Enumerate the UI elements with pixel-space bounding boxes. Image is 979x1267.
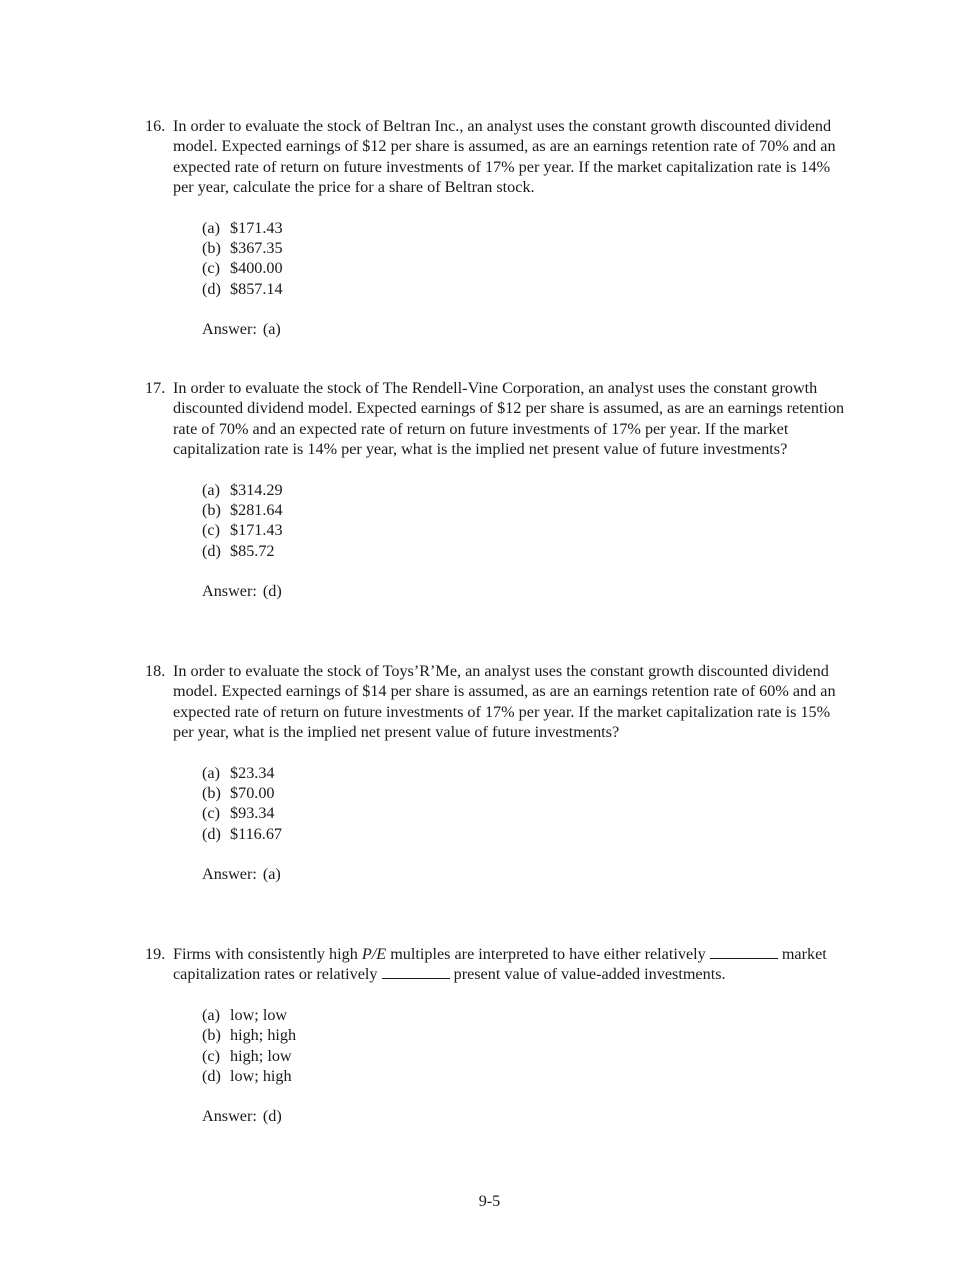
option-letter: (c) xyxy=(202,1046,220,1065)
question-19 xyxy=(145,944,845,1127)
option-letter: (d) xyxy=(202,824,221,843)
question-number: 16. xyxy=(145,117,166,135)
question-text xyxy=(173,944,845,985)
option-value: $116.67 xyxy=(230,824,283,843)
answer-line xyxy=(202,864,845,884)
answer-options xyxy=(202,1005,845,1087)
answer-label: Answer: xyxy=(202,1107,257,1126)
answer-options xyxy=(202,480,845,562)
option-value: $367.35 xyxy=(230,239,283,258)
answer-value: (d) xyxy=(262,582,282,601)
answer-value: (a) xyxy=(262,320,281,339)
option-value: $400.00 xyxy=(230,259,283,278)
answer-value: (a) xyxy=(262,865,281,884)
fill-in-blank-2 xyxy=(382,964,450,979)
question-text: In order to evaluate the stock of Beltran Inc., an analyst uses the constant growth discounted dividend model. Expected earnings of $12 per share is assumed, as are an earnings retention rate of 70% and an expected rate of return on future investments of 17% per year. If the market capitalization rate is 14% per year, calculate the price for a share of Beltran stock. xyxy=(173,117,836,197)
option-c xyxy=(202,1046,845,1066)
option-letter: (c) xyxy=(202,259,220,278)
option-d xyxy=(202,279,845,299)
answer-line xyxy=(202,319,845,339)
question-text-part: market capitalization rates or relatively xyxy=(173,945,827,984)
option-letter: (c) xyxy=(202,521,220,540)
option-c xyxy=(202,803,845,823)
question-number: 18. xyxy=(145,662,166,680)
option-value: $281.64 xyxy=(230,501,283,520)
option-value: high; low xyxy=(230,1046,292,1065)
option-value: $85.72 xyxy=(230,541,275,560)
answer-label: Answer: xyxy=(202,320,257,339)
question-text: In order to evaluate the stock of Toys’R’Me, an analyst uses the constant growth discounted dividend model. Expected earnings of $14 per share is assumed, as are an earnings retention rate of 60% and an expected rate of return on future investments of 17% per year. If the market capitalization rate is 15% per year, what is the implied net present value of future investments? xyxy=(173,662,836,742)
question-stem xyxy=(145,378,845,460)
option-letter: (a) xyxy=(202,480,220,499)
option-b xyxy=(202,783,845,803)
option-d xyxy=(202,824,845,844)
option-b xyxy=(202,238,845,258)
option-letter: (b) xyxy=(202,501,221,520)
option-letter: (b) xyxy=(202,784,221,803)
answer-options xyxy=(202,218,845,300)
option-letter: (d) xyxy=(202,279,221,298)
option-value: $171.43 xyxy=(230,521,283,540)
answer-options xyxy=(202,763,845,845)
option-b xyxy=(202,1025,845,1045)
answer-value: (d) xyxy=(262,1107,282,1126)
question-text-part: present value of value-added investments. xyxy=(449,965,726,984)
option-b xyxy=(202,500,845,520)
answer-label: Answer: xyxy=(202,865,257,884)
answer-line xyxy=(202,1106,845,1126)
option-value: low; low xyxy=(230,1005,288,1024)
fill-in-blank-1 xyxy=(710,944,778,959)
question-16 xyxy=(145,116,845,340)
option-letter: (b) xyxy=(202,1026,221,1045)
option-d xyxy=(202,1066,845,1086)
question-text: In order to evaluate the stock of The Rendell-Vine Corporation, an analyst uses the constant growth discounted dividend model. Expected earnings of $12 per share is assumed, as are an earnings retention rate of 70% and an expected rate of return on future investments of 17% per year. If the market capitalization rate is 14% per year, what is the implied net present value of future investments? xyxy=(173,379,845,459)
option-value: $171.43 xyxy=(230,218,283,237)
page-number: 9-5 xyxy=(478,1192,501,1210)
option-a xyxy=(202,763,845,783)
question-18 xyxy=(145,661,845,885)
question-number: 19. xyxy=(145,945,166,963)
option-value: low; high xyxy=(230,1067,292,1086)
option-value: $857.14 xyxy=(230,279,283,298)
question-text-part: multiples are interpreted to have either relatively xyxy=(386,945,710,963)
pe-ratio-term: P/E xyxy=(361,945,387,963)
option-c xyxy=(202,258,845,278)
option-a xyxy=(202,480,845,500)
option-a xyxy=(202,1005,845,1025)
option-letter: (c) xyxy=(202,804,220,823)
option-d xyxy=(202,541,845,561)
option-letter: (d) xyxy=(202,1067,221,1086)
option-value: $93.34 xyxy=(230,804,275,823)
option-a xyxy=(202,218,845,238)
answer-label: Answer: xyxy=(202,582,257,601)
question-number: 17. xyxy=(145,379,166,397)
option-letter: (a) xyxy=(202,218,220,237)
question-stem xyxy=(145,116,845,198)
option-value: high; high xyxy=(230,1026,297,1045)
answer-line xyxy=(202,581,845,601)
option-letter: (d) xyxy=(202,541,221,560)
option-letter: (b) xyxy=(202,239,221,258)
question-stem xyxy=(145,661,845,743)
question-text-part: Firms with consistently high xyxy=(173,945,362,963)
question-17 xyxy=(145,378,845,602)
option-c xyxy=(202,520,845,540)
option-letter: (a) xyxy=(202,1005,220,1024)
option-value: $23.34 xyxy=(230,763,275,782)
option-value: $70.00 xyxy=(230,784,275,803)
option-letter: (a) xyxy=(202,763,220,782)
question-stem xyxy=(145,944,845,985)
option-value: $314.29 xyxy=(230,480,283,499)
